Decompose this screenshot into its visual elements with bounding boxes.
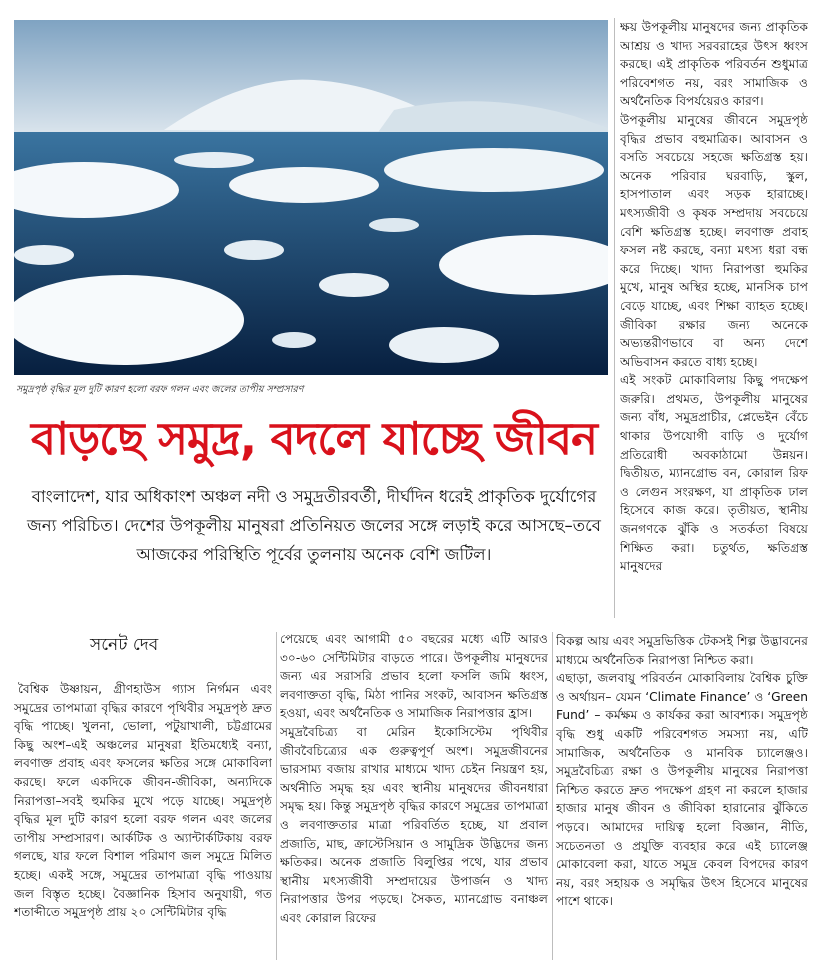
article-paragraph: এছাড়া, জলবায়ু পরিবর্তন মোকাবিলায় বৈশ্বিক চুক্তি ও অর্থায়ন– যেমন ‘Climate Finance’ ও ‘Green Fund’ – কর্মক্ষম ও কার্যকর করা আবশ্যক। সমুদ্রপৃষ্ঠ বৃদ্ধি শুধু একটি পরিবেশগত সমস্যা নয়, এটি সামাজিক, অর্থনৈতিক ও মানবিক চ্যালেঞ্জও। সমুদ্রবৈচিত্র্য রক্ষা ও উপকূলীয় মানুষের নিরাপত্তা নিশ্চিত করতে দ্রুত পদক্ষেপ গ্রহণ না করলে হাজার হাজার মানুষ জীবন ও জীবিকা হারানোর ঝুঁকিতে পড়বে। আমাদের দায়িত্ব হলো বিজ্ঞান, নীতি, সচেতনতা ও প্রযুক্তি ব্যবহার করে এই চ্যালেঞ্জ মোকাবেলা করা, যাতে সমুদ্র কেবল বিপদের কারণ নয়, বরং সহায়ক ও সমৃদ্ধির উৎস হিসেবে মানুষের পাশে থাকে। <box>556 671 808 909</box>
intro-paragraph: বাংলাদেশ, যার অধিকাংশ অঞ্চল নদী ও সমুদ্রতীরবর্তী, দীর্ঘদিন ধরেই প্রাকৃতিক দুর্যোগের জন্য পরিচিত। দেশের উপকূলীয় মানুষরা প্রতিনিয়ত জলের সঙ্গে লড়াই করে আসছে–তবে আজকের পরিস্থিতি পূর্বের তুলনায় অনেক বেশি জটিল। <box>27 487 601 564</box>
headline: বাড়ছে সমুদ্র, বদলে যাচ্ছে জীবন <box>31 412 597 465</box>
article-paragraph: এই সংকট মোকাবিলায় কিছু পদক্ষেপ জরুরি। প্রথমত, উপকূলীয় মানুষের জন্য বাঁধ, সমুদ্রপ্রাচীর, প্লেভেইন বেঁচে থাকার উপযোগী বাড়ি ও দুর্যোগ প্রতিরোধী অবকাঠামো উন্নয়ন। দ্বিতীয়ত, ম্যানগ্রোভ বন, কোরাল রিফ ও লেগুন সংরক্ষণ, যা প্রাকৃতিক ঢাল হিসেবে কাজ করে। তৃতীয়ত, স্থানীয় জনগণকে ঝুঁকি ও সতর্কতা বিষয়ে শিক্ষিত করা। চতুর্থত, ক্ষতিগ্রস্ত মানুষদের <box>620 373 808 574</box>
article-paragraph: পেয়েছে এবং আগামী ৫০ বছরের মধ্যে এটি আরও ৩০-৬০ সেন্টিমিটার বাড়তে পারে। উপকূলীয় মানুষদের জন্য এর সরাসরি প্রভাব হলো ফসলি জমি ধ্বংস, লবণাক্ততা বৃদ্ধি, মিঠা পানির সংকট, আবাসন ক্ষতিগ্রস্ত হওয়া, এবং অর্থনৈতিক ও সামাজিক নিরাপত্তার হ্রাস। <box>280 632 548 721</box>
article-column-2 <box>280 630 548 960</box>
article-column-1 <box>14 680 272 960</box>
byline: সনেট দেব <box>90 635 159 655</box>
column-divider <box>276 632 277 960</box>
photo-caption: সমুদ্রপৃষ্ঠ বৃদ্ধির মূল দুটি কারণ হলো বরফ গলন এবং জলের তাপীয় সম্প্রসারণ <box>16 384 304 395</box>
column-divider <box>552 632 553 960</box>
article-column-right-top <box>620 18 808 640</box>
article-paragraph: বিকল্প আয় এবং সমুদ্রভিত্তিক টেকসই শিল্প উদ্ভাবনের মাধ্যমে অর্থনৈতিক নিরাপত্তা নিশ্চিত করা। <box>556 634 808 667</box>
article-paragraph: ক্ষয় উপকূলীয় মানুষদের জন্য প্রাকৃতিক আশ্রয় ও খাদ্য সরবরাহের উৎস ধ্বংস করছে। এই প্রাকৃতিক পরিবর্তন শুধুমাত্র পরিবেশগত নয়, বরং সামাজিক ও অর্থনৈতিক বিপর্যয়েরও কারণ। <box>620 20 808 109</box>
column-divider <box>614 18 615 618</box>
article-paragraph: সমুদ্রবৈচিত্র্য বা মেরিন ইকোসিস্টেম পৃথিবীর জীববৈচিত্র্যের এক গুরুত্বপূর্ণ অংশ। সমুদ্রজীবনের ভারসাম্য বজায় রাখার মাধ্যমে খাদ্য চেইন নিয়ন্ত্রণ হয়, অর্থনীতি সমৃদ্ধ হয় এবং স্থানীয় মানুষদের জীবনধারা সমৃদ্ধ হয়। কিন্তু সমুদ্রপৃষ্ঠ বৃদ্ধির কারণে সমুদ্রের তাপমাত্রা ও লবণাক্ততার মাত্রা পরিবর্তিত হচ্ছে, যা প্রবাল প্রজাতি, মাছ, ক্রাস্টেসিয়ান ও সামুদ্রিক উদ্ভিদের জন্য ক্ষতিকর। অনেক প্রজাতি বিলুপ্তির পথে, যার প্রভাব স্থানীয় মৎস্যজীবী সম্প্রদায়ের উপার্জন ও খাদ্য নিরাপত্তার উপর পড়ছে। সৈকত, ম্যানগ্রোভ বনাঞ্চল এবং কোরাল রিফের <box>280 724 548 925</box>
article-paragraph: বৈশ্বিক উষ্ণায়ন, গ্রীণহাউস গ্যাস নির্গমন এবং সমুদ্রের তাপমাত্রা বৃদ্ধির কারণে পৃথিবীর সমুদ্রপৃষ্ঠ দ্রুত বৃদ্ধি পাচ্ছে। খুলনা, ভোলা, পটুয়াখালী, চট্টগ্রামের কিছু অংশ–এই অঞ্চলের মানুষরা ইতিমধ্যেই বন্যা, লবণাক্ত প্রবাহ এবং ফসলের ক্ষতির সঙ্গে মোকাবিলা করছে। ফলে একদিকে জীবন-জীবিকা, অন্যদিকে নিরাপত্তা–সবই হুমকির মুখে পড়ে যাচ্ছে। সমুদ্রপৃষ্ঠ বৃদ্ধির মূল দুটি কারণ হলো বরফ গলন এবং জলের তাপীয় সম্প্রসারণ। আর্কটিক ও অ্যান্টার্কটিকায় বরফ গলছে, যার ফলে বিশাল পরিমাণ জল সমুদ্রে মিলিত হচ্ছে। একই সঙ্গে, সমুদ্রের তাপমাত্রা বৃদ্ধি পাওয়ায় জল বিস্তৃত হচ্ছে। বৈজ্ঞানিক হিসাব অনুযায়ী, গত শতাব্দীতে সমুদ্রপৃষ্ঠ প্রায় ২০ সেন্টিমিটার বৃদ্ধি <box>14 682 272 920</box>
article-column-3 <box>556 632 808 960</box>
sea-ice-illustration <box>14 20 608 375</box>
sea-ice-photo <box>14 20 608 375</box>
article-paragraph: উপকূলীয় মানুষের জীবনে সমুদ্রপৃষ্ঠ বৃদ্ধির প্রভাব বহুমাত্রিক। আবাসন ও বসতি সবচেয়ে সহজে ক্ষতিগ্রস্ত হয়। অনেক পরিবার ঘরবাড়ি, স্কুল, হাসপাতাল এবং সড়ক হারাচ্ছে। মৎস্যজীবী ও কৃষক সম্প্রদায় সবচেয়ে বেশি ক্ষতিগ্রস্ত হচ্ছে। লবণাক্ত প্রবাহ ফসল নষ্ট করছে, বন্যা মৎস্য ধরা বন্ধ করে দিচ্ছে। খাদ্য নিরাপত্তা হুমকির মুখে, মানুষ অস্থির হচ্ছে, মানসিক চাপ বেড়ে যাচ্ছে, এবং শিক্ষা ব্যাহত হচ্ছে। জীবিকা রক্ষার জন্য অনেকে অভ্যন্তরীণভাবে বা অন্য দেশে অভিবাসন করতে বাধ্য হচ্ছে। <box>620 112 808 369</box>
